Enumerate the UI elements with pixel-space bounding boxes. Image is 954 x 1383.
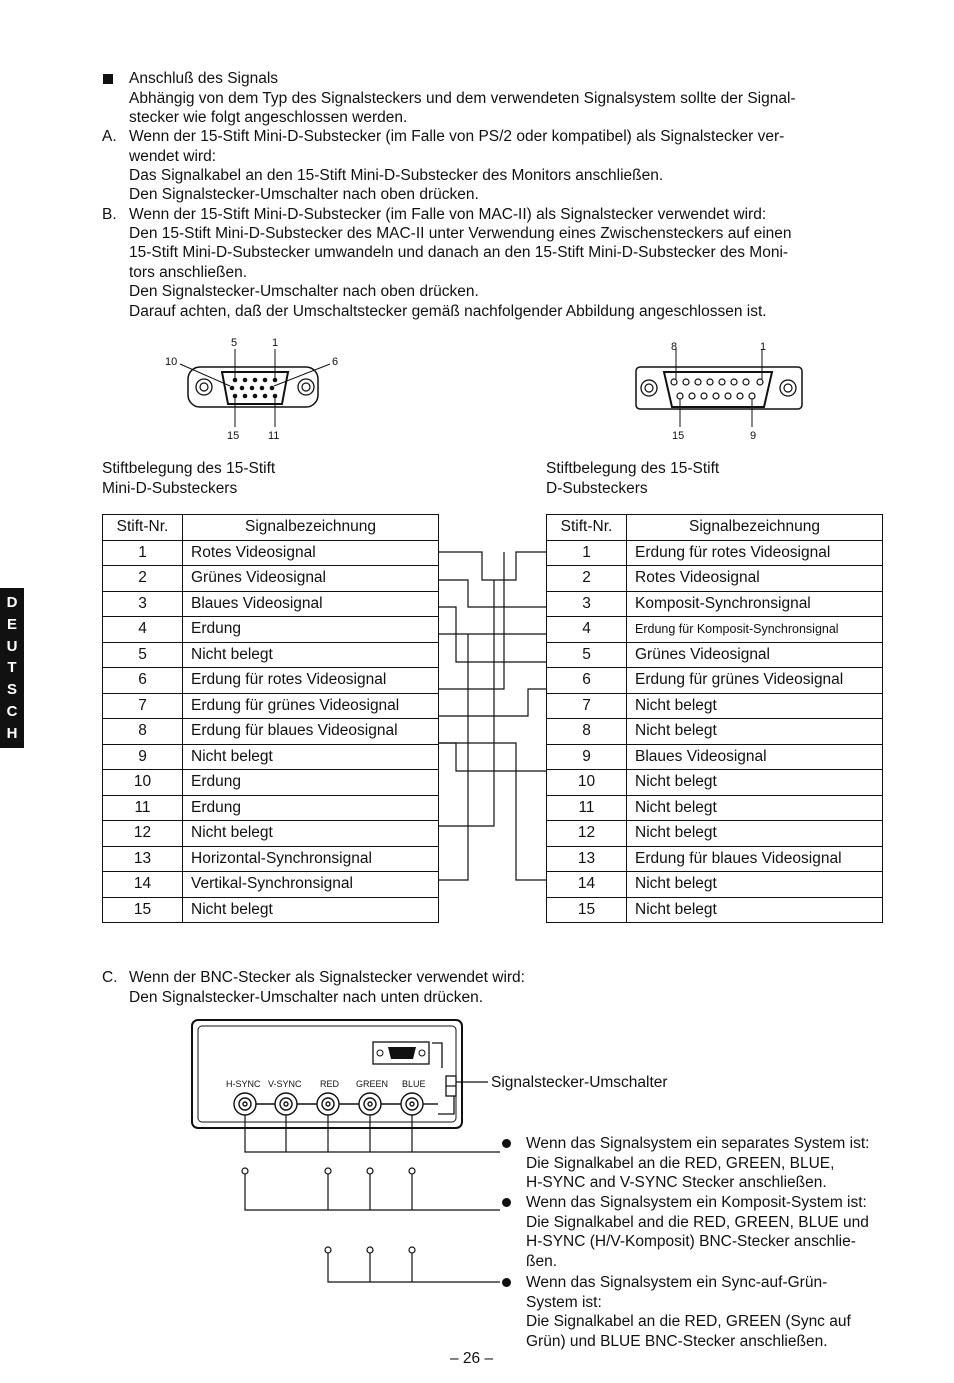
table-row — [547, 795, 883, 821]
pin-label: 15 — [227, 430, 240, 442]
bnc-label-vsync: V-SYNC — [268, 1079, 302, 1089]
pin-number: 4 — [547, 617, 627, 643]
pin-label: 1 — [760, 341, 767, 353]
round-bullet-icon — [502, 1198, 511, 1207]
table-row — [547, 846, 883, 872]
table-row — [103, 693, 439, 719]
section-heading: Anschluß des Signals — [129, 70, 279, 87]
pin-number: 4 — [103, 617, 183, 643]
table-row — [103, 566, 439, 592]
bnc-label-hsync: H-SYNC — [226, 1079, 261, 1089]
note-line: ßen. — [526, 1253, 558, 1271]
section-b-line: Den 15-Stift Mini-D-Substecker des MAC-II unter Verwendung eines Zwischensteckers auf einen — [129, 225, 792, 242]
column-header: Signalbezeichnung — [183, 515, 439, 541]
section-a-line: wendet wird: — [129, 148, 217, 165]
table-row — [103, 846, 439, 872]
table-row — [547, 591, 883, 617]
signal-name: Grünes Videosignal — [627, 642, 883, 668]
table-row — [547, 566, 883, 592]
table-header-row — [547, 515, 883, 541]
pin-number: 9 — [547, 744, 627, 770]
table-row — [547, 719, 883, 745]
signal-name: Nicht belegt — [183, 744, 439, 770]
note-line: Die Signalkabel an die RED, GREEN, BLUE, — [526, 1154, 835, 1172]
bnc-label-green: GREEN — [356, 1079, 389, 1089]
figure-caption: Stiftbelegung des 15-Stift — [546, 460, 720, 477]
table-row — [547, 540, 883, 566]
note-line: System ist: — [526, 1293, 602, 1311]
pin-wiring-diagram — [438, 540, 548, 950]
pin-number: 13 — [103, 846, 183, 872]
pin-number: 12 — [103, 821, 183, 847]
column-header: Stift-Nr. — [547, 515, 627, 541]
section-b-line: Den Signalstecker-Umschalter nach oben drücken. — [129, 283, 479, 300]
table-row — [547, 668, 883, 694]
pin-number: 12 — [547, 821, 627, 847]
language-tab-letter: U — [6, 637, 18, 655]
note-separate-system — [526, 1134, 904, 1193]
pin-number: 5 — [103, 642, 183, 668]
column-header: Signalbezeichnung — [627, 515, 883, 541]
table-row — [547, 872, 883, 898]
table-row — [547, 744, 883, 770]
pin-number: 10 — [547, 770, 627, 796]
table-row — [103, 744, 439, 770]
pin-label: 9 — [750, 430, 757, 442]
pin-label: 15 — [672, 430, 685, 442]
pin-label: 8 — [671, 341, 678, 353]
language-tab-letter: H — [6, 724, 18, 742]
signal-name: Nicht belegt — [183, 642, 439, 668]
bnc-label-blue: BLUE — [402, 1079, 426, 1089]
pin-number: 7 — [103, 693, 183, 719]
table-row — [103, 540, 439, 566]
square-bullet-icon — [103, 74, 113, 84]
table-row — [103, 642, 439, 668]
table-row — [103, 770, 439, 796]
section-a-line: Den Signalstecker-Umschalter nach oben drücken. — [129, 186, 479, 203]
pin-number: 11 — [103, 795, 183, 821]
signal-name: Nicht belegt — [627, 719, 883, 745]
language-tab-letter: C — [6, 702, 18, 720]
pin-number: 14 — [103, 872, 183, 898]
signal-name: Nicht belegt — [627, 872, 883, 898]
table-row — [103, 591, 439, 617]
table-row — [103, 897, 439, 923]
pin-label: 10 — [165, 356, 178, 368]
language-tab-letter: T — [7, 659, 17, 677]
mini-d-sub-connector-figure — [160, 335, 350, 447]
note-line: H-SYNC and V-SYNC Stecker anschließen. — [526, 1174, 827, 1192]
section-marker: A. — [102, 128, 117, 145]
pin-number: 13 — [547, 846, 627, 872]
note-line: Wenn das Signalsystem ein Sync-auf-Grün- — [526, 1274, 828, 1291]
signal-name: Erdung für blaues Videosignal — [183, 719, 439, 745]
pin-number: 7 — [547, 693, 627, 719]
signal-name: Erdung für grünes Videosignal — [627, 668, 883, 694]
d-sub-connector-figure — [630, 335, 810, 447]
round-bullet-icon — [502, 1139, 511, 1148]
signal-name: Nicht belegt — [183, 821, 439, 847]
signal-name: Erdung für Komposit-Synchronsignal — [627, 617, 883, 643]
note-line: H-SYNC (H/V-Komposit) BNC-Stecker anschlie- — [526, 1233, 856, 1251]
signal-name: Erdung — [183, 770, 439, 796]
signal-name: Komposit-Synchronsignal — [627, 591, 883, 617]
pin-label: 11 — [268, 430, 280, 442]
table-row — [547, 770, 883, 796]
bnc-panel-figure — [190, 1018, 520, 1298]
pin-number: 14 — [547, 872, 627, 898]
pin-number: 15 — [547, 897, 627, 923]
note-line: Wenn das Signalsystem ein Komposit-System ist: — [526, 1194, 867, 1211]
table-row — [103, 872, 439, 898]
section-c-line: Wenn der BNC-Stecker als Signalstecker verwendet wird: — [129, 969, 525, 986]
note-sync-on-green — [526, 1273, 904, 1352]
signal-name: Erdung für rotes Videosignal — [183, 668, 439, 694]
switch-label: Signalstecker-Umschalter — [491, 1074, 668, 1091]
intro-line: stecker wie folgt angeschlossen werden. — [129, 109, 408, 126]
figure-caption: Mini-D-Substeckers — [102, 480, 238, 497]
pin-number: 6 — [547, 668, 627, 694]
pin-number: 3 — [547, 591, 627, 617]
pin-number: 1 — [547, 540, 627, 566]
signal-name: Rotes Videosignal — [183, 540, 439, 566]
signal-name: Erdung für blaues Videosignal — [627, 846, 883, 872]
table-header-row — [103, 515, 439, 541]
pin-label: 1 — [272, 337, 279, 349]
pin-number: 8 — [547, 719, 627, 745]
signal-name: Blaues Videosignal — [627, 744, 883, 770]
round-bullet-icon — [502, 1278, 511, 1287]
pin-number: 3 — [103, 591, 183, 617]
section-c-line: Den Signalstecker-Umschalter nach unten drücken. — [129, 989, 484, 1006]
section-b-line: Wenn der 15-Stift Mini-D-Substecker (im Falle von MAC-II) als Signalstecker verwendet wird: — [129, 206, 767, 223]
signal-name: Nicht belegt — [627, 770, 883, 796]
pin-number: 8 — [103, 719, 183, 745]
signal-name: Nicht belegt — [627, 693, 883, 719]
table-row — [547, 642, 883, 668]
section-a-line: Wenn der 15-Stift Mini-D-Substecker (im Falle von PS/2 oder kompatibel) als Signalstecker ver- — [129, 128, 785, 145]
table-row — [103, 617, 439, 643]
table-row — [103, 668, 439, 694]
signal-name: Erdung — [183, 617, 439, 643]
section-b-line: tors anschließen. — [129, 264, 248, 281]
pin-number: 10 — [103, 770, 183, 796]
signal-name: Erdung — [183, 795, 439, 821]
language-tab-letter: S — [6, 681, 17, 699]
note-line: Wenn das Signalsystem ein separates System ist: — [526, 1135, 870, 1152]
section-marker: B. — [102, 206, 117, 223]
language-tab — [0, 588, 24, 748]
signal-name: Grünes Videosignal — [183, 566, 439, 592]
pin-number: 2 — [103, 566, 183, 592]
pin-label: 5 — [231, 337, 238, 349]
table-row — [547, 897, 883, 923]
signal-name: Horizontal-Synchronsignal — [183, 846, 439, 872]
signal-name: Rotes Videosignal — [627, 566, 883, 592]
note-line: Die Signalkabel and die RED, GREEN, BLUE und — [526, 1213, 869, 1231]
pin-number: 1 — [103, 540, 183, 566]
section-b-line: Darauf achten, daß der Umschaltstecker gemäß nachfolgender Abbildung angeschlossen ist. — [129, 303, 767, 320]
bnc-label-red: RED — [320, 1079, 340, 1089]
section-b-line: 15-Stift Mini-D-Substecker umwandeln und danach an den 15-Stift Mini-D-Substecker des Moni- — [129, 244, 789, 261]
note-composite-system — [526, 1193, 904, 1272]
pin-table-mini-d-sub — [102, 514, 439, 923]
section-a-line: Das Signalkabel an den 15-Stift Mini-D-Substecker des Monitors anschließen. — [129, 167, 664, 184]
pin-number: 11 — [547, 795, 627, 821]
signal-name: Blaues Videosignal — [183, 591, 439, 617]
signal-name: Nicht belegt — [627, 795, 883, 821]
pin-number: 5 — [547, 642, 627, 668]
note-line: Die Signalkabel an die RED, GREEN (Sync auf — [526, 1313, 851, 1331]
signal-name: Nicht belegt — [183, 897, 439, 923]
pin-number: 15 — [103, 897, 183, 923]
language-tab-letter: E — [6, 616, 17, 634]
note-line: Grün) und BLUE BNC-Stecker anschließen. — [526, 1333, 828, 1351]
pin-label: 6 — [332, 356, 339, 368]
language-tab-letter: D — [6, 594, 18, 612]
pin-number: 6 — [103, 668, 183, 694]
figure-caption: Stiftbelegung des 15-Stift — [102, 460, 276, 477]
pin-table-d-sub — [546, 514, 883, 923]
table-row — [547, 693, 883, 719]
table-row — [103, 795, 439, 821]
table-row — [103, 821, 439, 847]
signal-name: Erdung für grünes Videosignal — [183, 693, 439, 719]
signal-name: Nicht belegt — [627, 821, 883, 847]
signal-name: Vertikal-Synchronsignal — [183, 872, 439, 898]
figure-caption: D-Substeckers — [546, 480, 648, 497]
signal-name: Nicht belegt — [627, 897, 883, 923]
intro-line: Abhängig von dem Typ des Signalsteckers und dem verwendeten Signalsystem sollte der Signal- — [129, 90, 796, 107]
pin-number: 2 — [547, 566, 627, 592]
section-marker: C. — [102, 969, 118, 986]
table-row — [103, 719, 439, 745]
signal-name: Erdung für rotes Videosignal — [627, 540, 883, 566]
pin-number: 9 — [103, 744, 183, 770]
table-row — [547, 821, 883, 847]
column-header: Stift-Nr. — [103, 515, 183, 541]
table-row — [547, 617, 883, 643]
page-number: – 26 – — [450, 1350, 494, 1367]
